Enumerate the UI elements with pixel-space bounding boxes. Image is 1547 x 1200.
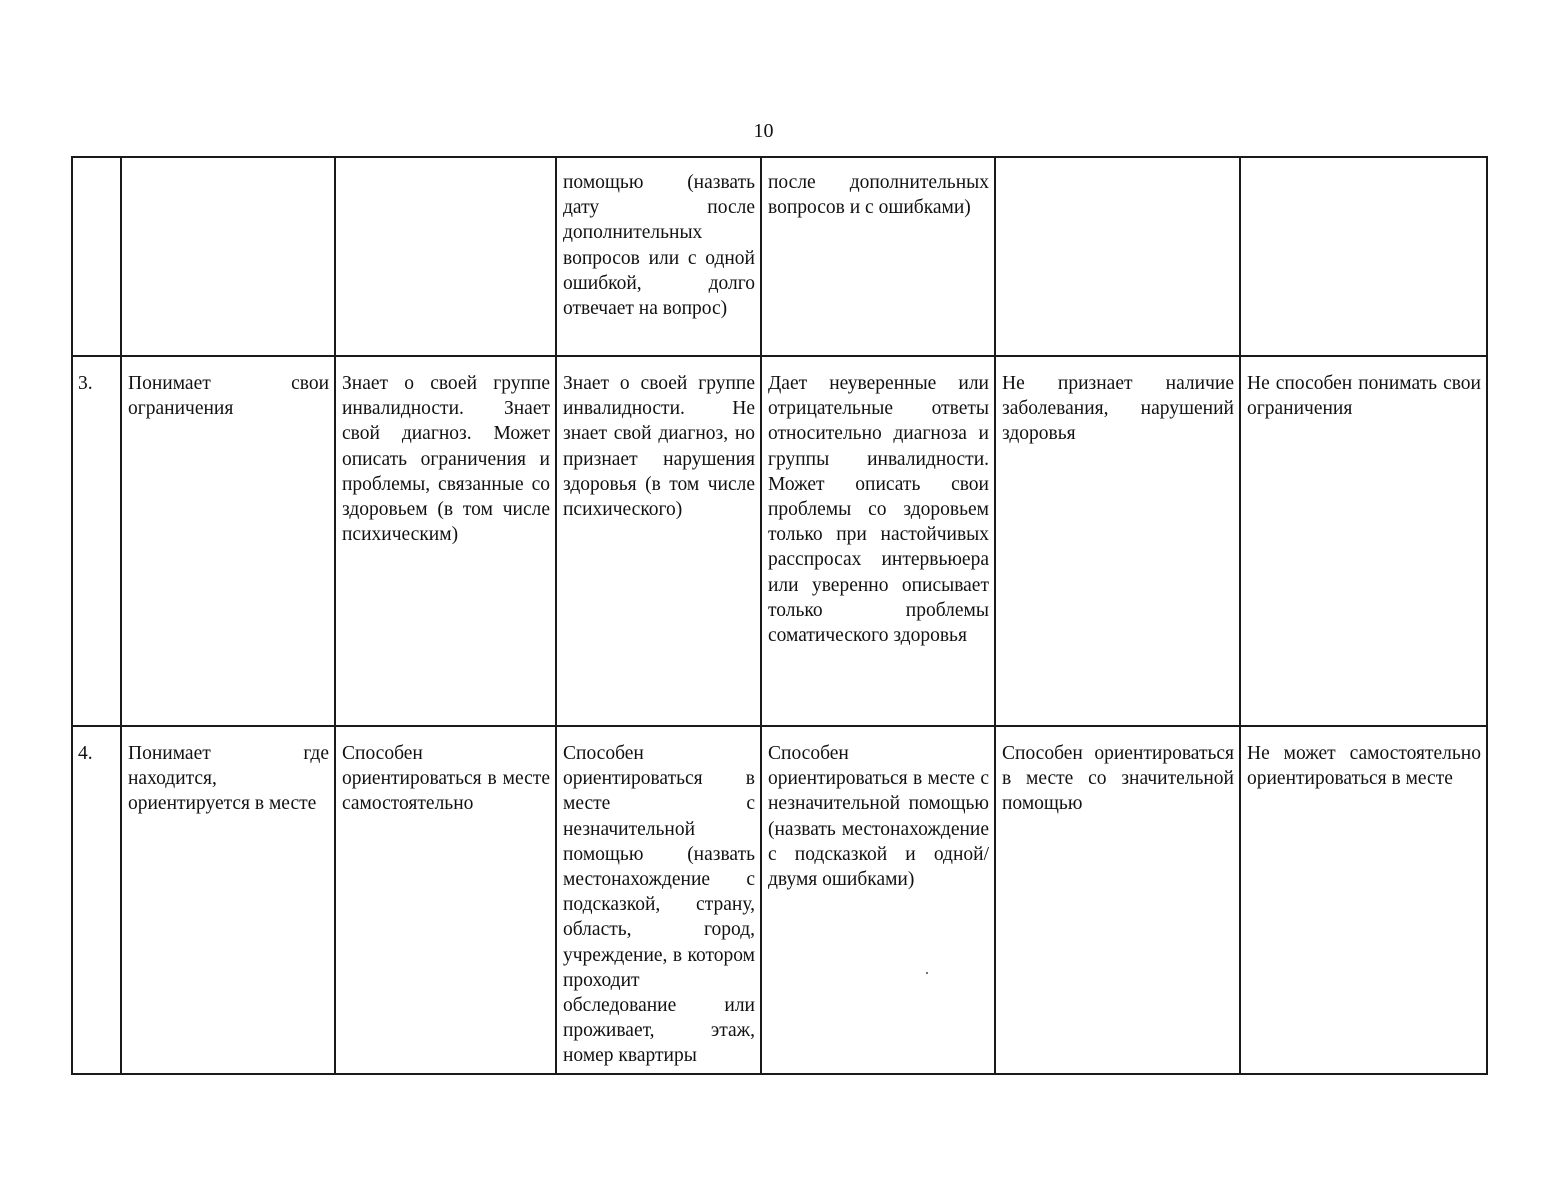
level-cell: после дополнительных вопросов и с ошибками) <box>761 157 995 356</box>
level-cell <box>995 157 1240 356</box>
level-cell: Способен ориентироваться в месте со значительной помощью <box>995 726 1240 1074</box>
level-cell: Не может самостоятельно ориентироваться в месте <box>1240 726 1487 1074</box>
scan-speck <box>926 972 928 974</box>
level-cell <box>335 157 556 356</box>
table-row-3 <box>72 356 1487 726</box>
level-cell: Способен ориентироваться в месте с незначительной помощью (назвать местонахождение с подсказкой и одной/двумя ошибками) <box>761 726 995 1074</box>
page-number: 10 <box>753 120 774 142</box>
level-cell <box>1240 157 1487 356</box>
level-cell: Не способен понимать свои ограничения <box>1240 356 1487 726</box>
row-number-cell: 4. <box>72 726 121 1074</box>
table-row-continuation <box>72 157 1487 356</box>
assessment-table <box>71 156 1488 1075</box>
row-number-cell <box>72 157 121 356</box>
level-cell: Дает неуверенные или отрицательные ответы относительно диагноза и группы инвалидности. Может описать свои проблемы со здоровьем только при настойчивых расспросах интервьюера или уверенно описывает только проблемы соматического здоровья <box>761 356 995 726</box>
level-cell: Не признает наличие заболевания, нарушений здоровья <box>995 356 1240 726</box>
level-cell: Знает о своей группе инвалидности. Не знает свой диагноз, но признает нарушения здоровья (в том числе психического) <box>556 356 761 726</box>
criterion-cell: Понимает где находится, ориентируется в месте <box>121 726 335 1074</box>
criterion-cell <box>121 157 335 356</box>
level-cell: Знает о своей группе инвалидности. Знает свой диагноз. Может описать ограничения и проблемы, связанные со здоровьем (в том числе психическим) <box>335 356 556 726</box>
level-cell: Способен ориентироваться в месте самостоятельно <box>335 726 556 1074</box>
level-cell: Способен ориентироваться в месте с незначительной помощью (назвать местонахождение с подсказкой, страну, область, город, учреждение, в котором проходит обследование или проживает, этаж, номер квартиры <box>556 726 761 1074</box>
criterion-cell: Понимает свои ограничения <box>121 356 335 726</box>
table-row-4 <box>72 726 1487 1074</box>
row-number-cell: 3. <box>72 356 121 726</box>
level-cell: помощью (назвать дату после дополнительных вопросов или с одной ошибкой, долго отвечает на вопрос) <box>556 157 761 356</box>
